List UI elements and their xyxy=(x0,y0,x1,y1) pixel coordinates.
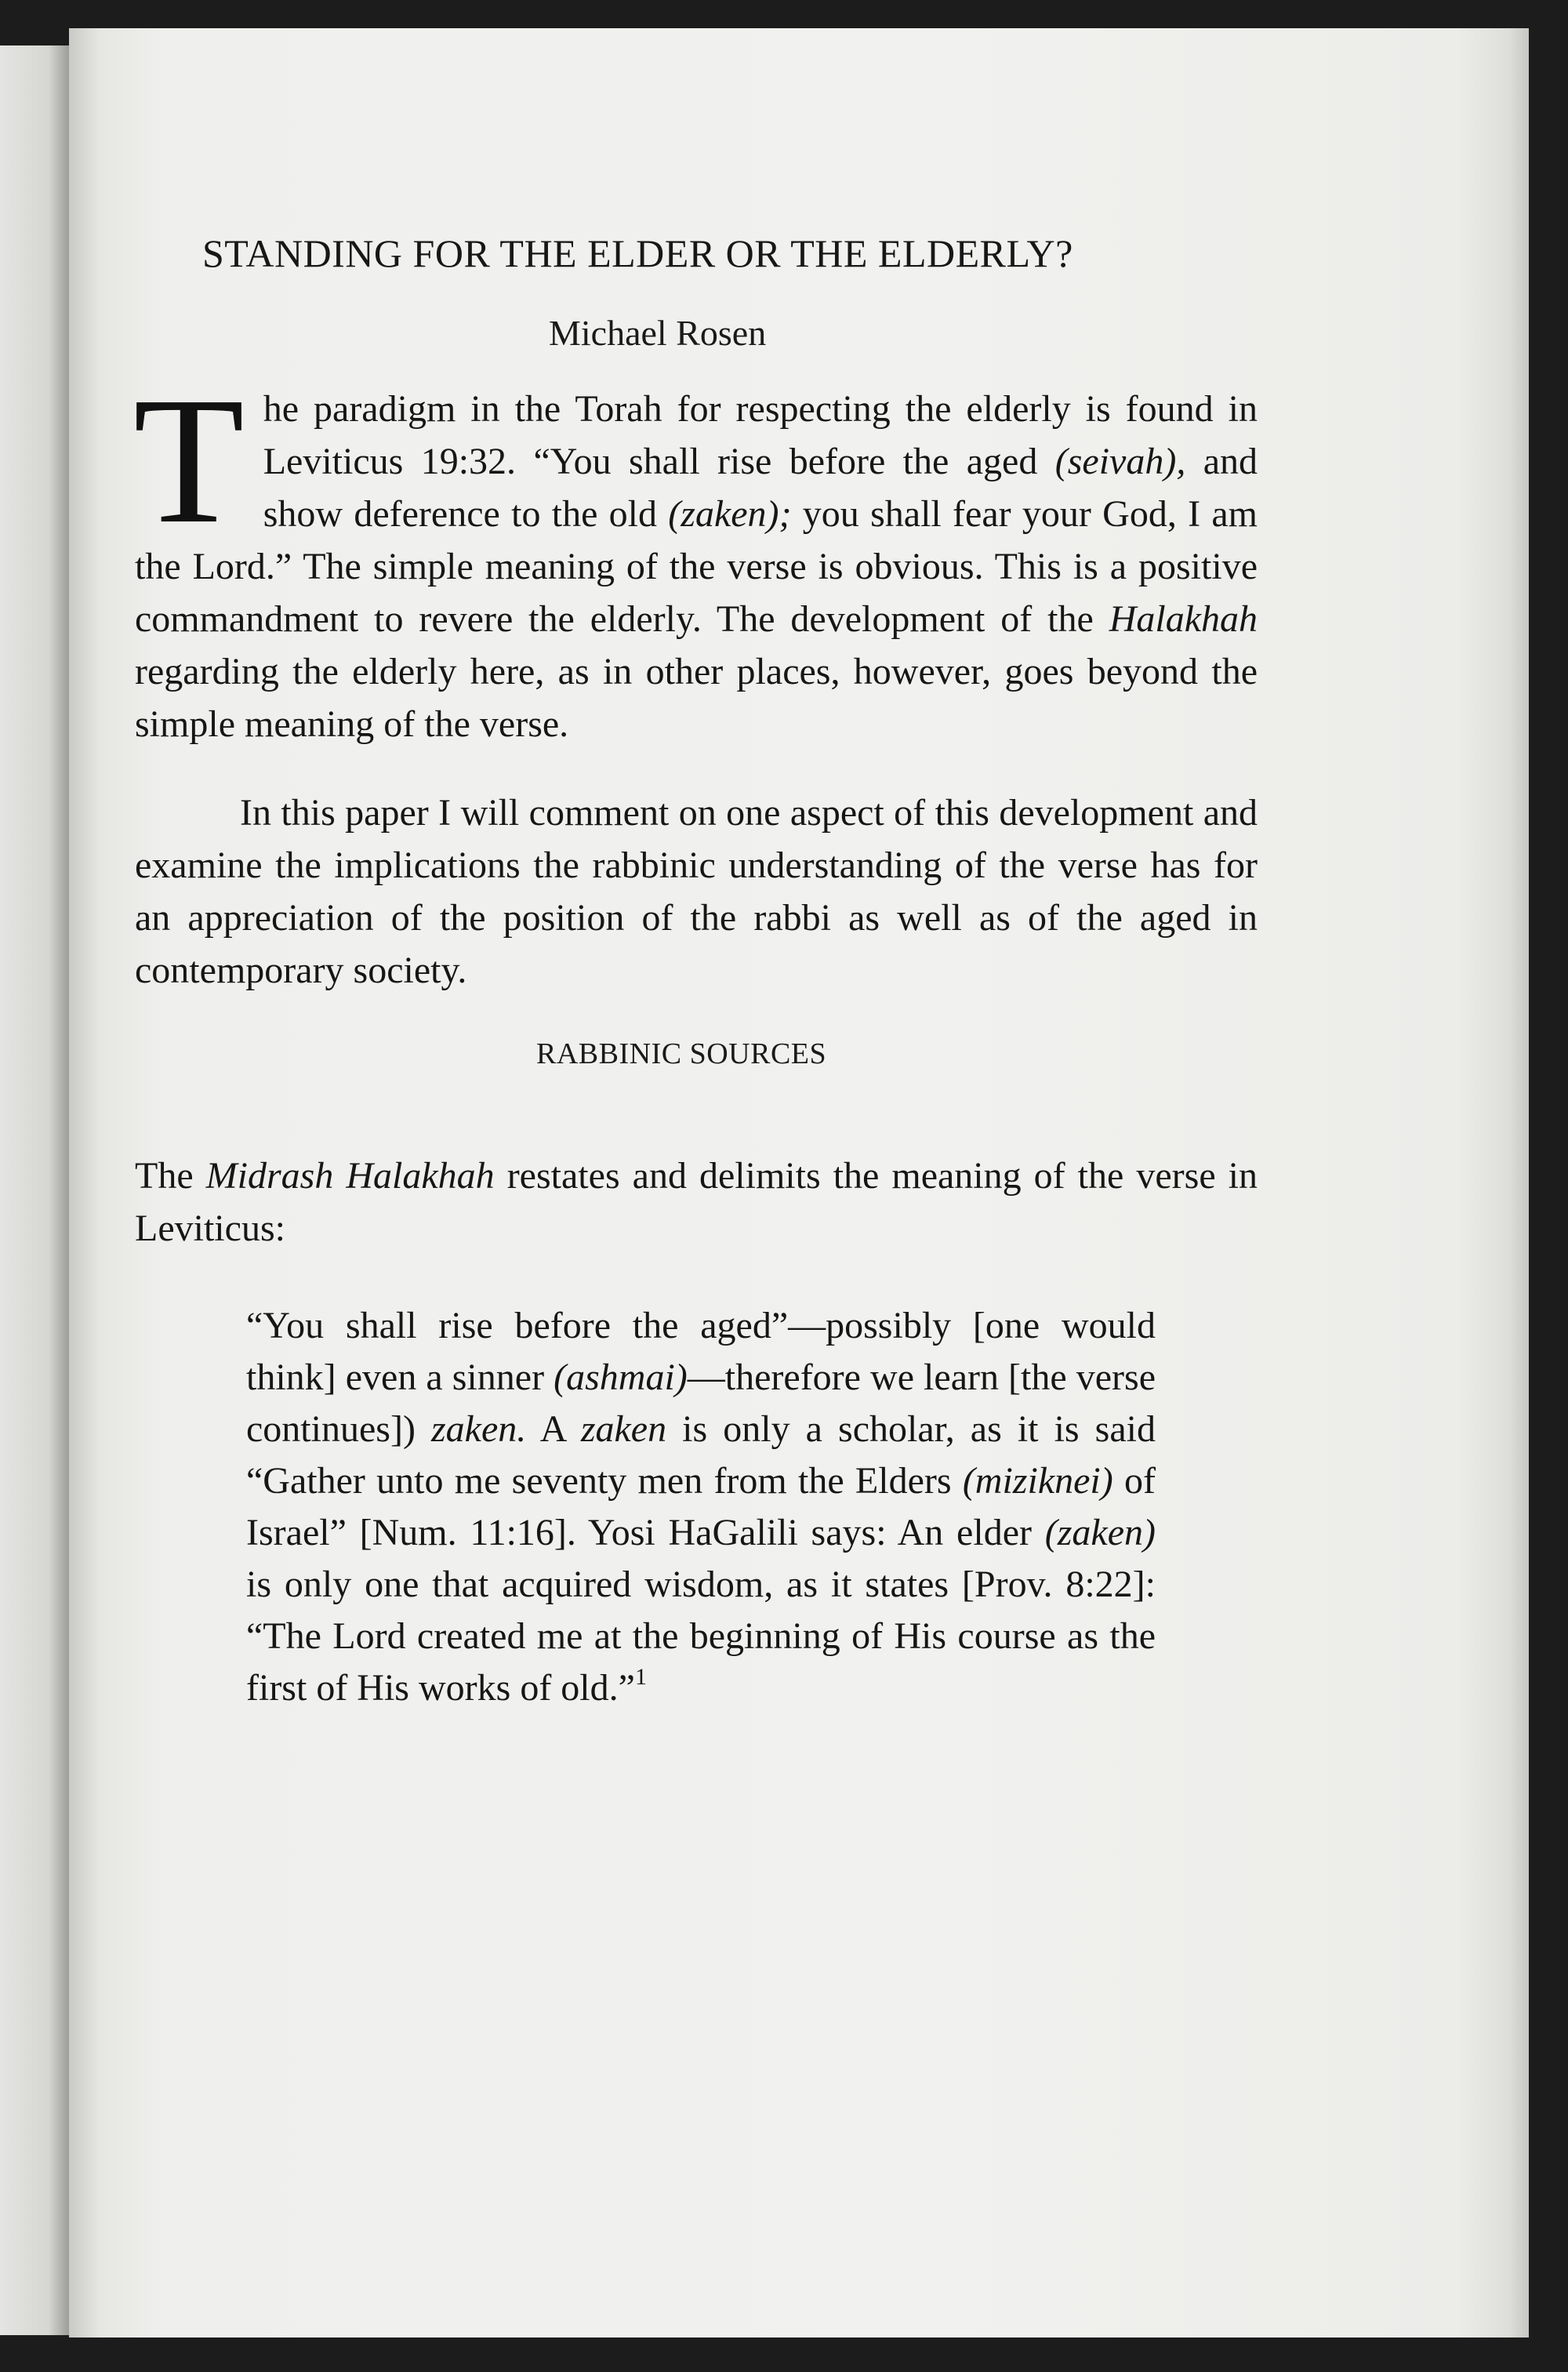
text-run: The xyxy=(135,1155,206,1197)
article-title: STANDING FOR THE ELDER OR THE ELDERLY? xyxy=(202,231,1073,275)
footnote-marker: 1 xyxy=(634,1664,647,1690)
italic-term: zaken. xyxy=(431,1408,527,1450)
text-run: “You shall rise before the aged”—possibly [one would think] even a sinner xyxy=(246,1305,1156,1398)
text-run: you shall fear your God, I am the Lord.” The simple meaning of the verse is obvious. This is a positive commandment to revere the elderly. The development of the xyxy=(135,493,1258,640)
section-lead-paragraph xyxy=(135,1150,1258,1255)
page-text xyxy=(135,227,1258,1714)
italic-term: Midrash Halakhah xyxy=(205,1155,495,1197)
intro-paragraph xyxy=(133,360,1258,750)
italic-term: zaken xyxy=(580,1408,667,1450)
italic-term: (miziknei) xyxy=(962,1460,1113,1502)
text-run: and show deference to the old xyxy=(263,441,1258,535)
section-heading: RABBINIC SOURCES xyxy=(536,1037,827,1070)
text-run: of Israel” [Num. 11:16]. Yosi HaGalili says: An elder xyxy=(246,1460,1156,1553)
drop-cap: T xyxy=(133,360,245,561)
text-run: is only a scholar, as it is said “Gather unto me seventy men from the Elders xyxy=(246,1408,1156,1502)
italic-term: Halakhah xyxy=(1109,598,1258,640)
text-run: A xyxy=(526,1408,581,1450)
italic-term: (zaken); xyxy=(668,493,792,535)
text-run: he paradigm in the Torah for respecting the elderly is found in Leviticus 19:32. “You shall rise before the aged xyxy=(263,388,1258,482)
text-run: regarding the elderly here, as in other places, however, goes beyond the simple meaning of the verse. xyxy=(135,651,1258,745)
text-run: restates and delimits the meaning of the verse in Leviticus: xyxy=(135,1155,1258,1249)
page-fore-edge xyxy=(1510,28,1529,2337)
article-author: Michael Rosen xyxy=(549,313,767,353)
italic-term: (ashmai) xyxy=(554,1357,688,1398)
text-run: is only one that acquired wisdom, as it states [Prov. 8:22]: “The Lord created me at the beginning of His course as the first of His works of old.” xyxy=(246,1564,1156,1709)
second-paragraph: In this paper I will comment on one aspect of this development and examine the implications the rabbinic understanding of the verse has for an appreciation of the position of the rabbi as well as of the aged in contemporary society. xyxy=(135,792,1258,991)
block-quotation xyxy=(246,1300,1156,1714)
text-run: —therefore we learn [the verse continues]) xyxy=(246,1357,1156,1450)
left-page-edge xyxy=(0,45,69,2335)
italic-term: (seivah), xyxy=(1054,441,1186,482)
italic-term: (zaken) xyxy=(1044,1512,1156,1553)
